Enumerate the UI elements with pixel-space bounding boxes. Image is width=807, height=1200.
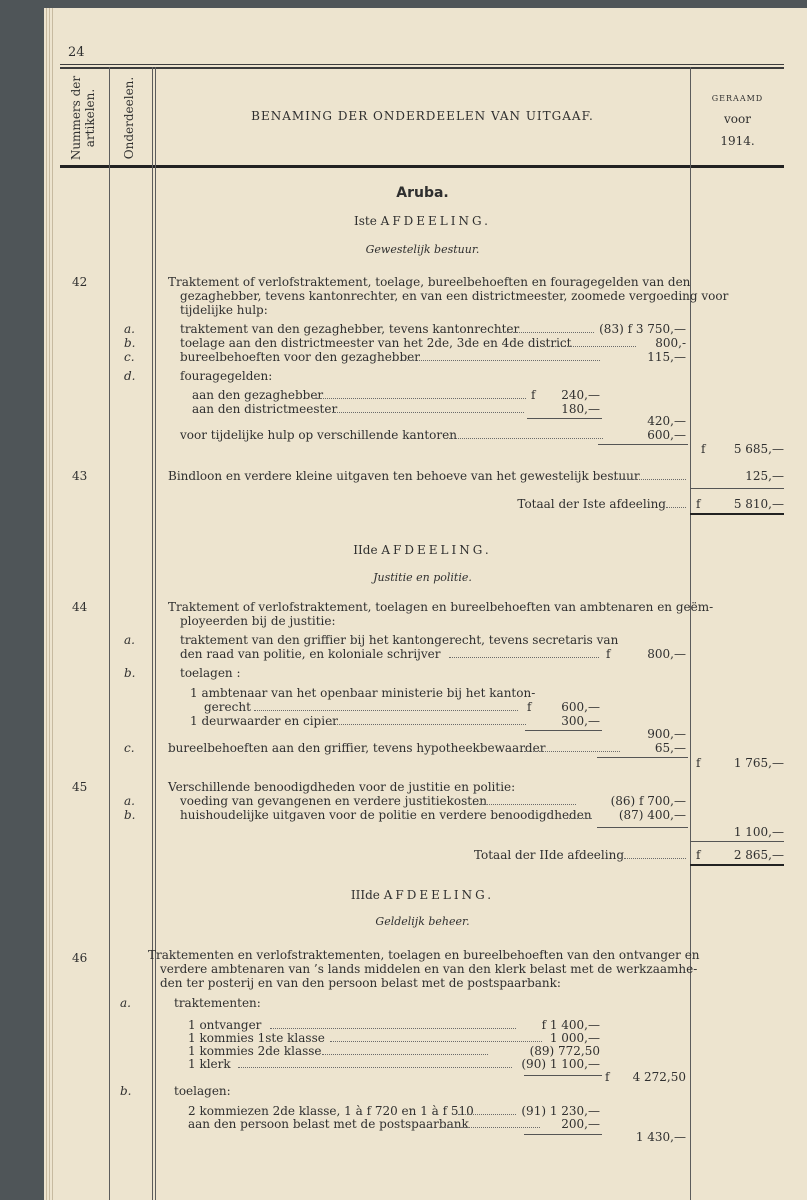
item-letter: b. [124,336,136,350]
item-amount: f 1 400,— [541,1018,600,1032]
item-text: fouragegelden: [180,369,273,383]
article-text: Traktementen en verlofstraktementen, toelagen en bureelbehoeften van den ontvanger en [148,948,700,962]
item-text: aan den districtmeester [192,402,338,416]
leader-dots [332,412,524,413]
leader-dots [624,858,686,859]
item-text: toelage aan den districtmeester van het 2de, 3de en 4de district [180,336,572,350]
header-year: 1914. [720,134,755,148]
article-text: Bindloon en verdere kleine uitgaven ten behoeve van het gewestelijk bestuur [168,469,640,483]
item-text: traktementen: [174,996,261,1010]
article-text: Traktement of verlofstraktement, toelage, bureelbehoeften en fouragegelden van den [168,275,691,289]
header-title: BENAMING DER ONDERDEELEN VAN UITGAAF. [251,109,594,123]
column-divider [152,67,153,1200]
item-letter: b. [124,666,136,680]
item-letter: a. [120,996,131,1010]
item-letter: a. [124,633,135,647]
page-edge [46,8,47,1200]
article-number: 44 [72,600,88,614]
article-text: gezaghebber, tevens kantonrechter, en van een districtmeester, zoomede vergoeding voor [180,289,729,303]
florin-sign: f [701,442,706,456]
header-geraamd: GERAAMD [711,94,764,103]
article-text: Traktement of verlofstraktement, toelagen en bureelbehoeften van ambtenaren en geëm- [168,600,714,614]
florin-sign: f [696,756,701,770]
item-amount: 240,— [561,388,600,402]
header-bottom-rule [60,165,784,168]
item-amount: (89) 772,50 [529,1044,600,1058]
item-amount: 800,— [647,647,686,661]
section-subtitle: Gewestelijk bestuur. [365,243,480,256]
column-divider [690,67,691,1200]
section-heading: IIde AFDEELING. [353,543,492,557]
item-amount: 180,— [561,402,600,416]
article-text: den ter posterij en van den persoon belast met de postspaarbank: [160,976,561,990]
item-text: toelagen: [174,1084,231,1098]
item-text: gerecht [204,700,251,714]
article-text: verdere ambtenaren van ’s lands middelen en van den klerk belast met de werkzaamhe- [160,962,698,976]
subtotal-rule [524,1075,602,1076]
page-edge [49,8,50,1200]
item-amount: 115,— [647,350,686,364]
item-letter: b. [124,808,136,822]
article-text: Verschillende benoodigdheden voor de justitie en politie: [168,780,516,794]
item-text: traktement van den gezaghebber, tevens kantonrechter [180,322,520,336]
article-total: 5 685,— [733,442,784,456]
header-top-rule-bold [60,67,784,69]
item-text: huishoudelijke uitgaven voor de politie en verdere benoodigdheden [180,808,592,822]
leader-dots [449,438,603,439]
leader-dots [316,398,526,399]
item-text: aan den persoon belast met de postspaarbank [188,1117,469,1131]
item-amount: 200,— [561,1117,600,1131]
section-total: 2 865,— [733,848,784,862]
item-letter: b. [120,1084,132,1098]
article-text: tijdelijke hulp: [180,303,268,317]
florin-sign: f [605,1070,610,1084]
subtotal-rule [598,444,688,445]
page-number: 24 [68,45,85,60]
leader-dots [270,1028,516,1029]
leader-dots [666,507,686,508]
section-heading: Iste AFDEELING. [354,214,491,228]
leader-dots [470,804,576,805]
total-rule [690,488,784,489]
item-amount: (91) 1 230,— [521,1104,600,1118]
item-amount: 300,— [561,714,600,728]
item-text: voeding van gevangenen en verdere justitiekosten [180,794,487,808]
section-total-label: Totaal der IIde afdeeling [473,848,624,862]
total-double-rule [690,864,784,866]
section-total: 5 810,— [733,497,784,511]
item-text: traktement van den griffier bij het kantongerecht, tevens secretaris van [180,633,619,647]
section-subtitle: Geldelijk beheer. [375,915,470,928]
total-rule [690,841,784,842]
subtotal-rule [597,757,688,758]
florin-sign: f [696,497,701,511]
item-amount: 420,— [647,414,686,428]
leader-dots [330,724,526,725]
article-total: 1 100,— [733,825,784,839]
item-letter: d. [124,369,136,383]
page-edge [52,8,53,1200]
item-amount: 600,— [561,700,600,714]
article-total: 125,— [745,469,784,483]
item-amount: 65,— [654,741,686,755]
item-amount: 1 430,— [635,1130,686,1144]
item-text: 1 kommies 2de klasse [188,1044,322,1058]
header-top-rule [60,64,784,65]
total-double-rule [690,513,784,515]
subtotal-rule [597,827,688,828]
leader-dots [330,1041,542,1042]
section-heading: IIIde AFDEELING. [350,888,495,902]
item-text: 1 ontvanger [188,1018,262,1032]
florin-sign: f [527,700,532,714]
item-letter: c. [124,741,135,755]
item-amount: (87) 400,— [618,808,686,822]
item-amount: 900,— [647,727,686,741]
column-divider [109,67,110,1200]
article-number: 46 [72,951,88,965]
item-text: 1 klerk [188,1057,231,1071]
item-text: bureelbehoeften aan den griffier, tevens hypotheekbewaarder [168,741,546,755]
subtotal-rule [524,1134,602,1135]
item-text: voor tijdelijke hulp op verschillende kantoren [180,428,457,442]
item-text: toelagen : [180,666,241,680]
leader-dots [402,360,600,361]
leader-dots [254,710,518,711]
leader-dots [322,1054,488,1055]
item-letter: a. [124,794,135,808]
item-letter: a. [124,322,135,336]
subtotal-rule [525,730,602,731]
header-voor: voor [724,112,751,126]
florin-sign: f [606,647,611,661]
item-text: 1 ambtenaar van het openbaar ministerie bij het kanton- [190,686,536,700]
ledger-page [44,8,807,1200]
item-amount: 600,— [647,428,686,442]
article-number: 42 [72,275,88,289]
item-amount: 1 000,— [549,1031,600,1045]
territory-heading: Aruba. [396,185,449,201]
article-total: 1 765,— [733,756,784,770]
column-divider [155,67,156,1200]
item-amount: (83) f 3 750,— [599,322,686,336]
article-number: 45 [72,780,88,794]
item-amount: (86) f 700,— [610,794,686,808]
leader-dots [238,1067,512,1068]
item-letter: c. [124,350,135,364]
item-text: 2 kommiezen 2de klasse, 1 à f 720 en 1 à f 510 [188,1104,474,1118]
leader-dots [614,479,686,480]
section-subtitle: Justitie en politie. [373,571,472,584]
florin-sign: f [696,848,701,862]
item-amount: 4 272,50 [632,1070,686,1084]
item-text: aan den gezaghebber [192,388,324,402]
item-text: bureelbehoeften voor den gezaghebber [180,350,421,364]
article-number: 43 [72,469,88,483]
item-amount: (90) 1 100,— [521,1057,600,1071]
florin-sign: f [531,388,536,402]
item-text: 1 kommies 1ste klasse [188,1031,325,1045]
header-onderdeelen: Onderdeelen. [122,76,136,160]
subtotal-rule [527,418,602,419]
item-amount: 800,- [655,336,686,350]
item-text: 1 deurwaarder en cipier [190,714,338,728]
header-nummers: Nummers der artikelen. [69,75,97,161]
article-text: ployeerden bij de justitie: [180,614,336,628]
leader-dots [449,657,599,658]
section-total-label: Totaal der Iste afdeeling [517,497,666,511]
item-text: den raad van politie, en koloniale schrijver [180,647,441,661]
